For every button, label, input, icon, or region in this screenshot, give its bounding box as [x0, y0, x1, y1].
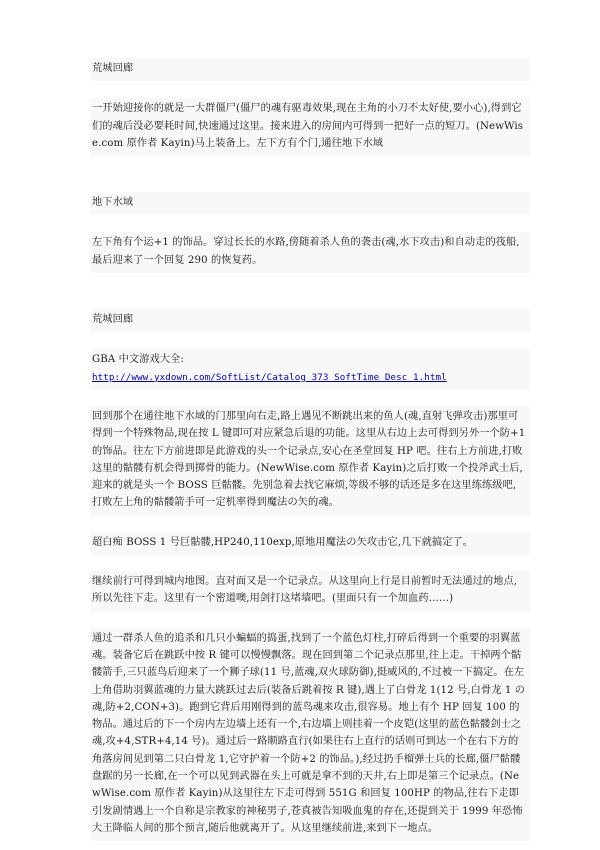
section-title-2: 地下水域 — [90, 192, 530, 215]
catalog-link[interactable]: http://www.yxdown.com/SoftList/Catalog_373_SoftTime_Desc_1.html — [92, 371, 447, 383]
paragraph-3: 继续前行可得到城内地图。直对面又是一个记录点。从这里向上行是目前暂时无法通过的地点,所以先往下走。这里有一个密道噢,用剑打这堵墙吧。(里面只有一个加血药……) — [90, 571, 530, 612]
spacer — [90, 273, 530, 309]
paragraph-2: 超白痴 BOSS 1 号巨骷髅,HP240,110exp,原地用魔法の矢攻击它,几下就搞定了。 — [90, 532, 530, 555]
section-body-1: 一开始迎接你的就是一大群僵尸(僵尸的魂有驱毒效果,现在主角的小刀不太好使,要小心),得到它们的魂后没必要耗时间,快速通过这里。接来进入的房间内可得到一把好一点的短刀。(NewWise.com 原作者 Kayin)马上装备上。左下方有个门,通往地下水域 — [90, 98, 530, 156]
spacer — [90, 390, 530, 406]
section-title-1: 荒城回廊 — [90, 58, 530, 81]
paragraph-4: 通过一群杀人鱼的追杀和几只小蝙蝠的捣蛋,找到了一个蓝色灯柱,打碎后得到一个重要的羽翼蓝魂。装备它后在跳跃中按 R 键可以慢慢飘落。现在回到第二个记录点那里,往上走。干掉两个骷髅箭手,三只蓝鸟后迎来了一个狮子球(11 号,蓝魂,双火球防御),挺威风的,不过被一下搞定。在左上角借助羽翼蓝魂的力量大跳跃过去后(装备后跳着按 R 键),遇上了白骨龙 1(12 号,白骨龙 1 の魂,防+2,CON+3)。跑到它背后用刚得到的蓝鸟魂来攻击,很容易。地上有个 HP 回复 100 的物品。通过后的下一个房内左边墙上还有一个,右边墙上则挂着一个皮铠(这里的蓝色骷髅剑士之魂,攻+4,STR+4,14 号)。通过后一路顺路直行(如果往右上直行的话则可到达一个在右下方的角落房间见到第二只白骨龙 1,它守护着一个防+2 的饰品。),经过扔手榴弹士兵的长廊,僵尸骷髅盘踞的另一长廊,在一个可以见到武器在头上可就是拿不到的天井,右上即是第三个记录点。(NewWise.com 原作者 Kayin)从这里往左下走可得到 551G 和回复 100HP 的物品,往右下走即引发剧情遇上一个自称是宗教家的神秘男子,苍真被告知吸血鬼的存在,还提到关于 1999 年恐怖大王降临人间的那个预言,随后他就离开了。从这里继续前进,来到下一地点。 — [90, 628, 530, 842]
spacer — [90, 612, 530, 628]
section-title-3: 荒城回廊 — [90, 309, 530, 332]
spacer — [90, 156, 530, 192]
spacer — [90, 516, 530, 532]
link-intro: GBA 中文游戏大全: — [92, 354, 184, 366]
link-block — [90, 349, 530, 390]
section-body-2: 左下角有个运+1 的饰品。穿过长长的水路,傍随着杀人鱼的袭击(魂,水下攻击)和自动走的筏船,最后迎来了一个回复 290 的恢复药。 — [90, 232, 530, 273]
spacer — [90, 555, 530, 571]
paragraph-1: 回到那个在通往地下水域的门那里向右走,路上遇见不断跳出来的鱼人(魂,直射飞弹攻击)那里可得到一个特殊物品,现在按 L 键即可对应紧急后退的功能。这里从右边上去可得到另外一个防+1 的饰品。往左下方前进即是此游戏的头一个记录点,安心在圣堂回复 HP 吧。往右上方前进,打败这里的骷髅有机会得到掷骨的能力。(NewWise.com 原作者 Kayin)之后打败一个投斧武士后,迎来的就是头一个 BOSS 巨骷髅。先别急着去找它麻烦,等级不够的话还是多在这里练练级吧,打败左上角的骷髅箭手可一定机率得到魔法の矢的魂。 — [90, 406, 530, 516]
